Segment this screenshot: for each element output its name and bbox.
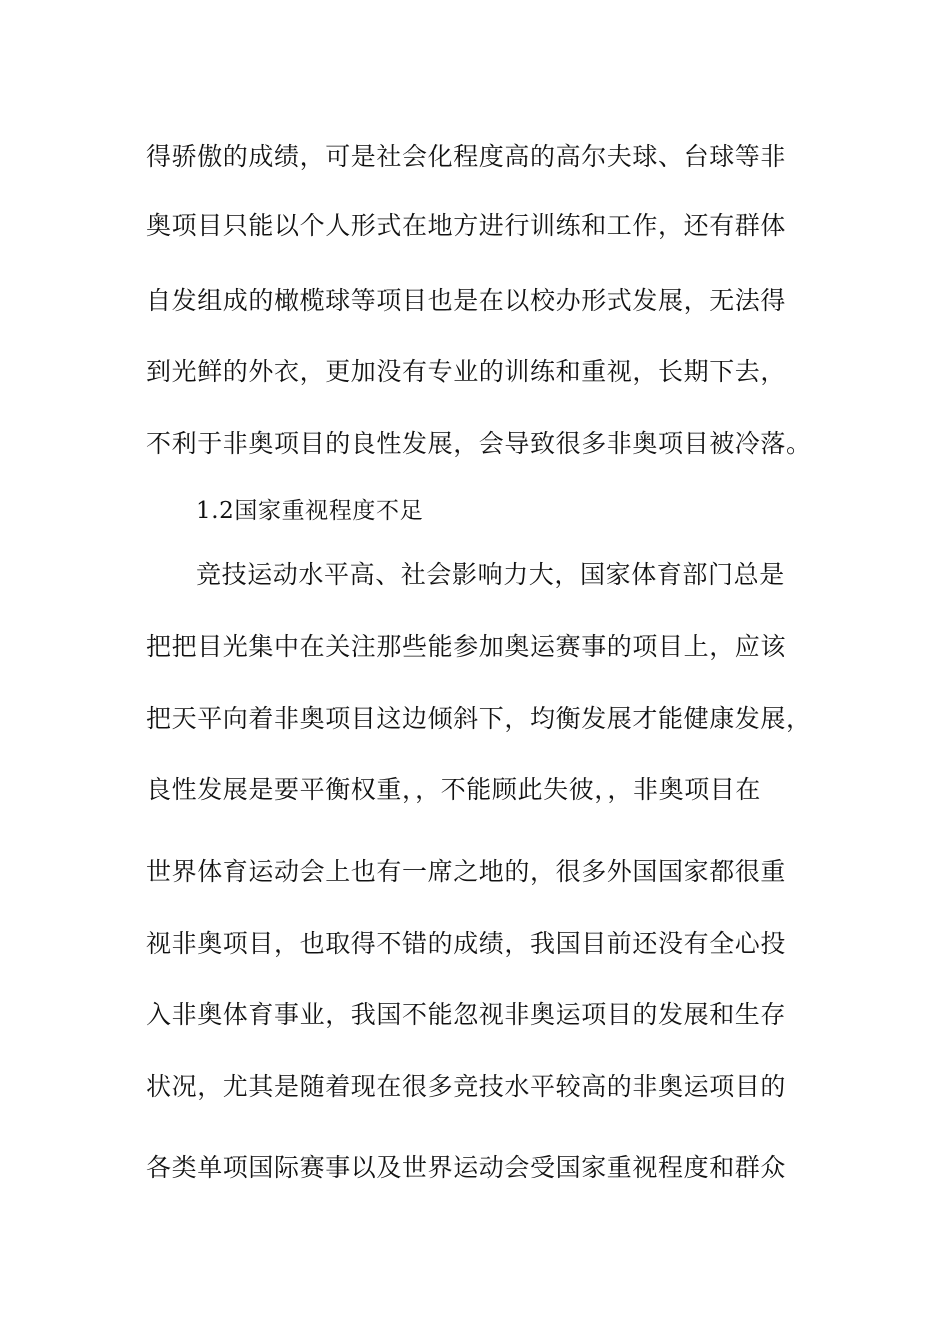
- paragraph-line: 入非奥体育事业，我国不能忽视非奥运项目的发展和生存: [146, 1000, 787, 1029]
- paragraph-line: 把天平向着非奥项目这边倾斜下，均衡发展才能健康发展，: [146, 704, 812, 733]
- paragraph-line: 视非奥项目，也取得不错的成绩，我国目前还没有全心投: [146, 929, 787, 958]
- paragraph-line: 良性发展是要平衡权重，，不能顾此失彼，，非奥项目在: [146, 775, 762, 804]
- paragraph-line: 世界体育运动会上也有一席之地的，很多外国国家都很重: [146, 857, 787, 886]
- paragraph-line: 自发组成的橄榄球等项目也是在以校办形式发展，无法得: [146, 286, 787, 315]
- paragraph-line: 各类单项国际赛事以及世界运动会受国家重视程度和群众: [146, 1153, 787, 1182]
- paragraph-line: 状况，尤其是随着现在很多竞技水平较高的非奥运项目的: [146, 1072, 787, 1101]
- section-heading: 1.2国家重视程度不足: [196, 498, 424, 524]
- paragraph-line: 把把目光集中在关注那些能参加奥运赛事的项目上，应该: [146, 632, 787, 661]
- paragraph-line: 得骄傲的成绩，可是社会化程度高的高尔夫球、台球等非: [146, 142, 787, 171]
- paragraph-line: 不利于非奥项目的良性发展，会导致很多非奥项目被冷落。: [146, 429, 812, 458]
- paragraph-line: 奥项目只能以个人形式在地方进行训练和工作，还有群体: [146, 211, 787, 240]
- paragraph-line: 竞技运动水平高、社会影响力大，国家体育部门总是: [196, 560, 785, 589]
- paragraph-line: 到光鲜的外衣，更加没有专业的训练和重视，长期下去，: [146, 357, 787, 386]
